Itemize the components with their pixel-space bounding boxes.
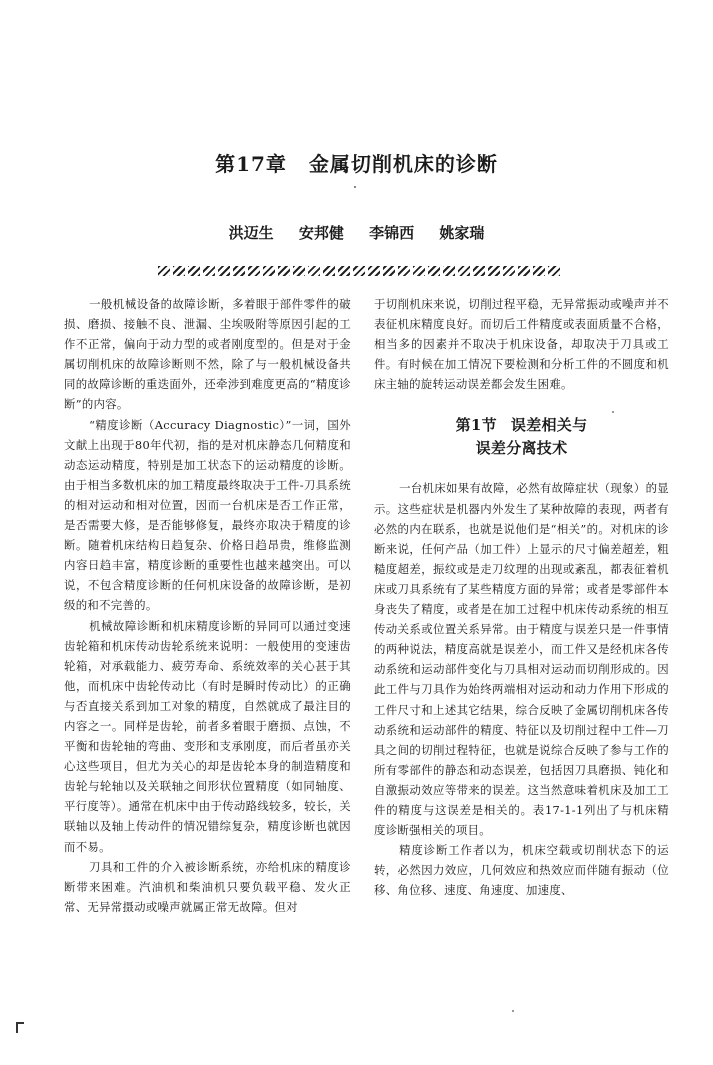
author-list bbox=[0, 222, 713, 243]
crop-mark bbox=[16, 1022, 24, 1033]
paragraph-continuation: 于切削机床来说，切削过程平稳，无异常振动或噪声并不表征机床精度良好。而切后工件精度或表面质量不合格，相当多的因素并不取决于机床设备，却取决于刀具或工件。有时候在加工情况下要检测和分析工件的不圆度和机床主轴的旋转运动误差都会发生困难。 bbox=[374, 297, 669, 392]
scan-speck bbox=[512, 1010, 514, 1012]
paragraph: “精度诊断（Accuracy Diagnostic）”一词，国外文献上出现于80年代初，指的是对机床静态几何精度和动态运动精度，特别是加工状态下的运动精度的诊断。由于相当多数机床的加工精度最终取决于工件-刀具系统的相对运动和相对位置，因而一台机床是否工作正常，是否需要大修，是否能够修复，最终亦取决于精度的诊断。随着机床结构日趋复杂、价格日趋昂贵，维修监测内容日趋丰富，精度诊断的重要性也越来越突出。可以说，不包含精度诊断的任何机床设备的故障诊断，是初级的和不完善的。 bbox=[64, 417, 351, 613]
section-number: 第1节 bbox=[455, 416, 497, 435]
author: 姚家瑞 bbox=[439, 224, 485, 242]
left-column bbox=[64, 294, 351, 917]
section-heading bbox=[374, 414, 669, 460]
scan-speck bbox=[612, 411, 614, 413]
paragraph: 机械故障诊断和机床精度诊断的异同可以通过变速齿轮箱和机床传动齿轮系统来说明：一般使用的变速齿轮箱，对承载能力、疲劳寿命、系统效率的关心甚于其他，而机床中齿轮传动比（有时是瞬时传动比）的正确与否直接关系到加工对象的精度，自然就成了最注目的内容之一。同样是齿轮，前者多着眼于磨损、点蚀，不平衡和齿轮轴的弯曲、变形和支承刚度，而后者虽亦关心这些项目，但尤为关心的却是齿轮本身的制造精度和齿轮与轮轴以及关联轴之间形状位置精度（如同轴度、平行度等）。通常在机床中由于传动路线较多，较长，关联轴以及轴上传动件的情况错综复杂，精度诊断也就因而不易。 bbox=[64, 618, 351, 854]
author: 洪迈生 bbox=[228, 224, 274, 242]
chapter-number: 第17章 bbox=[215, 152, 287, 176]
scan-speck bbox=[354, 186, 356, 188]
section-title-line: 误差分离技术 bbox=[475, 439, 568, 458]
paragraph: 一般机械设备的故障诊断，多着眼于部件零件的破损、磨损、接触不良、泄漏、尘埃吸附等原因引起的工作不正常，偏向于动力型的或者刚度型的。但是对于金属切削机床的故障诊断则不然，除了与一般机械设备共同的故障诊断的重迭面外，还牵涉到难度更高的“精度诊断”的内容。 bbox=[64, 297, 351, 412]
chapter-title bbox=[0, 148, 713, 177]
chapter-title-text: 金属切削机床的诊断 bbox=[308, 152, 498, 176]
paragraph: 刀具和工件的介入被诊断系统，亦给机床的精度诊断带来困难。汽油机和柴油机只要负载平稳、发火正常、无异常摄动或噪声就属正常无故障。但对 bbox=[64, 859, 351, 914]
paragraph: 精度诊断工作者以为，机床空载或切削状态下的运转，必然因力效应，几何效应和热效应而伴随有振动（位移、角位移、速度、角速度、加速度、 bbox=[374, 843, 669, 898]
right-column bbox=[374, 294, 669, 900]
section-title-line: 误差相关与 bbox=[510, 416, 588, 435]
paragraph: 一台机床如果有故障，必然有故障症状（现象）的显示。这些症状是机器内外发生了某种故障的表现，两者有必然的内在联系，也就是说他们是“相关”的。对机床的诊断来说，任何产品（加工件）上显示的尺寸偏差超差，粗糙度超差，振纹或是走刀纹理的出现或紊乱，都表征着机床或刀具系统有了某些精度方面的异常；或者是零部件本身丧失了精度，或者是在加工过程中机床传动系统的相互传动关系或位置关系异常。由于精度与误差只是一件事情的两种说法，精度高就是误差小，而工件又是经机床各传动系统和运动部件变化与刀具相对运动而切削形成的。因此工件与刀具作为始终两端相对运动和动力作用下形成的工件尺寸和上述其它结果，综合反映了金属切削机床各传动系统和运动部件的精度、特征以及切削过程中工件—刀具之间的切削过程特征，也就是说综合反映了参与工作的所有零部件的静态和动态误差，包括因刀具磨损、钝化和自激振动效应等带来的误差。这当然意味着机床及加工工件的精度与这误差是相关的。表17-1-1列出了与机床精度诊断强相关的项目。 bbox=[374, 481, 669, 838]
author: 李锦西 bbox=[369, 224, 415, 242]
author: 安邦健 bbox=[298, 224, 344, 242]
decorative-divider bbox=[158, 266, 562, 276]
